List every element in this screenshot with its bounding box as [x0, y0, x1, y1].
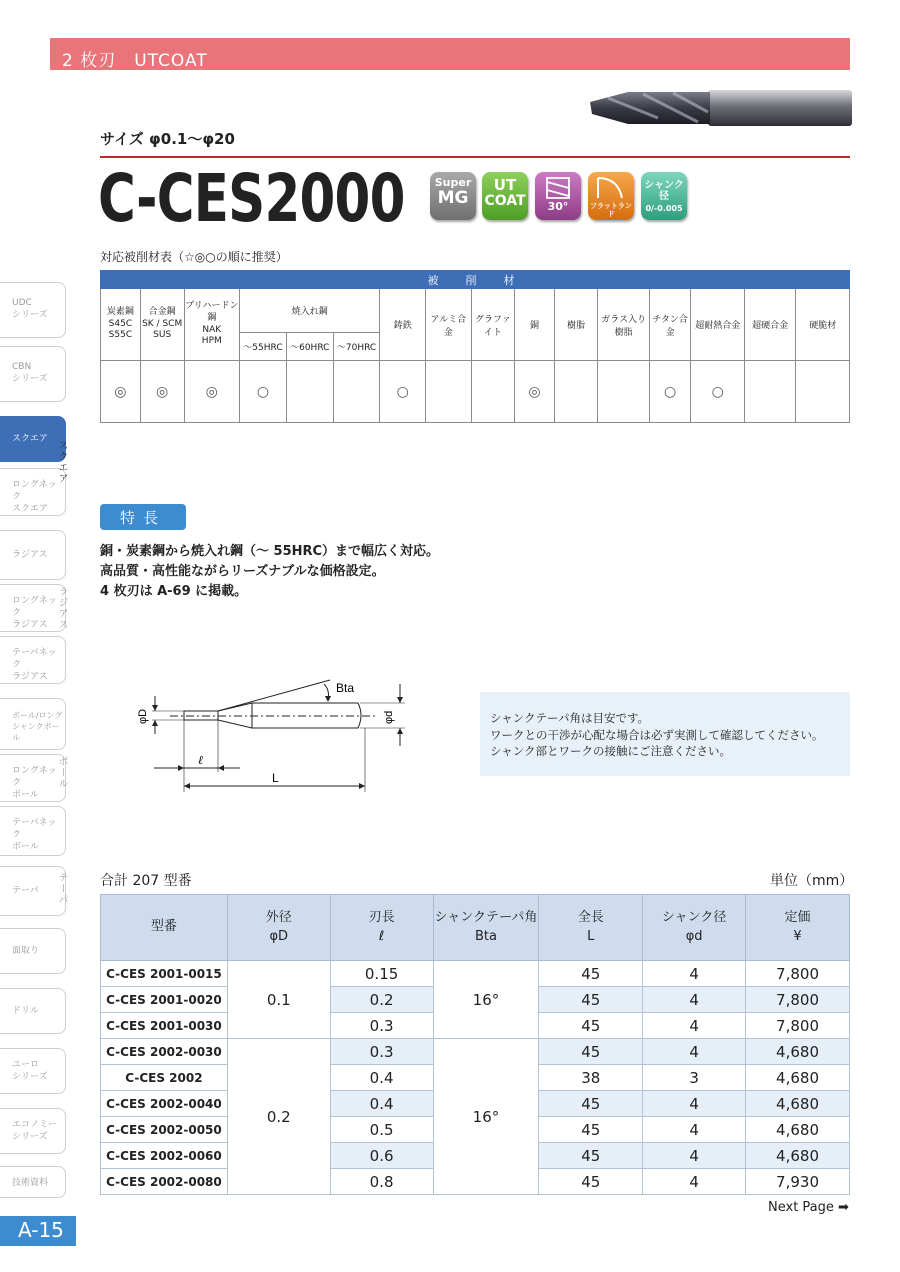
- note-line: シャンク部とワークの接触にご注意ください。: [490, 744, 732, 759]
- material-header: ～60HRC: [286, 333, 333, 361]
- table-cell: C-CES 2001-0015: [101, 961, 228, 987]
- col-header-diameter: [227, 895, 330, 961]
- table-cell: 0.4: [330, 1091, 433, 1117]
- col-header-flute-length: [330, 895, 433, 961]
- badge-text: UT: [493, 176, 517, 194]
- material-rating: ◎: [184, 361, 240, 423]
- table-cell: 0.4: [330, 1065, 433, 1091]
- sidebar-item-euro[interactable]: ユーロ シリーズ: [0, 1048, 66, 1094]
- feature-line: 銅・炭素鋼から焼入れ鋼（～ 55HRC）まで幅広く対応。: [100, 544, 440, 559]
- table-cell: 45: [539, 1039, 643, 1065]
- table-cell: 0.3: [330, 1039, 433, 1065]
- header-text: 型番: [150, 919, 177, 935]
- badge-text: COAT: [484, 192, 526, 209]
- sidebar-item-drill[interactable]: ドリル: [0, 988, 66, 1034]
- ut-coat-badge: [482, 172, 528, 220]
- header-text: シャンク径: [661, 910, 727, 926]
- note-line: シャンクテーパ角は目安です。: [490, 711, 650, 725]
- features-badge: 特長: [100, 504, 186, 530]
- table-row: [101, 1039, 850, 1065]
- table-cell: C-CES 2002-0080: [101, 1169, 228, 1195]
- material-header: 鋳鉄: [380, 289, 426, 361]
- material-rating: [796, 361, 850, 423]
- sidebar-item-taperneck-radius[interactable]: テーパネック ラジアス: [0, 636, 66, 684]
- materials-group-header: 被 削 材: [101, 271, 850, 289]
- material-header: 銅: [515, 289, 555, 361]
- shank-diameter-label: φd: [383, 710, 395, 724]
- table-cell: C-CES 2001-0030: [101, 1013, 228, 1039]
- table-cell: 45: [539, 1169, 643, 1195]
- badge-text: フラットランド: [590, 202, 632, 218]
- material-rating: ◎: [101, 361, 141, 423]
- table-row: [101, 961, 850, 987]
- table-cell: C-CES 2002-0030: [101, 1039, 228, 1065]
- material-rating: ○: [649, 361, 691, 423]
- shank-taper-note: [480, 692, 850, 776]
- next-page-link[interactable]: Next Page ➡: [768, 1200, 849, 1215]
- note-line: ワークとの干渉が心配な場合は必ず実測して確認してください。: [490, 727, 824, 742]
- material-header: 炭素鋼 S45C S55C: [101, 289, 141, 361]
- sidebar-item-radius[interactable]: ラジアス: [0, 530, 66, 580]
- table-cell: C-CES 2002-0060: [101, 1143, 228, 1169]
- sidebar-item-longneck-square[interactable]: ロングネック スクエア: [0, 468, 66, 516]
- flat-land-icon: [588, 172, 634, 220]
- material-header: アルミ合金: [426, 289, 472, 361]
- sidebar-item-ball[interactable]: ボール/ロング シャンクボール: [0, 698, 66, 750]
- table-cell: 4: [643, 1091, 746, 1117]
- unit-label: 単位（mm）: [770, 873, 854, 889]
- header-text: 刃長: [368, 910, 395, 926]
- material-rating: [471, 361, 515, 423]
- header-text: φD: [269, 928, 289, 944]
- size-range: サイズ φ0.1～φ20: [100, 130, 235, 148]
- table-cell: C-CES 2002-0040: [101, 1091, 228, 1117]
- series-header: 2 枚刃 UTCOAT: [50, 38, 850, 70]
- material-rating: ○: [691, 361, 744, 423]
- material-header: 合金鋼 SK / SCM SUS: [140, 289, 184, 361]
- header-text: φd: [685, 928, 703, 944]
- table-cell: 0.15: [330, 961, 433, 987]
- material-header: ～55HRC: [240, 333, 287, 361]
- table-cell: 0.3: [330, 1013, 433, 1039]
- table-cell: 4,680: [746, 1039, 850, 1065]
- material-header: グラファイト: [471, 289, 515, 361]
- table-cell: 45: [539, 1091, 643, 1117]
- badge-text: シャンク径: [644, 180, 684, 202]
- material-rating: ○: [240, 361, 287, 423]
- table-cell: C-CES 2002: [101, 1065, 228, 1091]
- table-cell: 4,680: [746, 1091, 850, 1117]
- material-rating: ◎: [140, 361, 184, 423]
- table-cell: C-CES 2001-0020: [101, 987, 228, 1013]
- table-cell: 4: [643, 1039, 746, 1065]
- material-rating: [554, 361, 598, 423]
- col-header-taper-angle: [433, 895, 539, 961]
- table-cell: 4: [643, 1117, 746, 1143]
- overall-length-label: L: [272, 771, 279, 785]
- table-cell: C-CES 2002-0050: [101, 1117, 228, 1143]
- diameter-cell: 0.1: [227, 961, 330, 1039]
- table-cell: 4: [643, 1169, 746, 1195]
- material-rating: [598, 361, 649, 423]
- material-rating: ◎: [515, 361, 555, 423]
- table-cell: 0.8: [330, 1169, 433, 1195]
- header-text: L: [587, 928, 595, 944]
- super-mg-badge: [430, 172, 476, 220]
- sidebar-group-ball: ボール: [56, 756, 67, 789]
- header-text: ℓ: [378, 928, 385, 944]
- shank-tolerance-badge: [641, 172, 687, 220]
- table-cell: 45: [539, 1143, 643, 1169]
- table-cell: 4: [643, 1143, 746, 1169]
- hardened-steel-header: 焼入れ鋼: [240, 289, 380, 333]
- sidebar-item-cbn[interactable]: CBN シリーズ: [0, 346, 66, 402]
- materials-table: [100, 270, 850, 423]
- sidebar-item-longneck-ball[interactable]: ロングネック ボール: [0, 754, 66, 802]
- badge-text: 30°: [547, 200, 569, 214]
- sidebar-item-taper[interactable]: テーパ: [0, 866, 66, 916]
- sidebar-item-square[interactable]: スクエア: [0, 416, 66, 462]
- spec-table: [100, 894, 850, 1195]
- material-rating: [426, 361, 472, 423]
- table-cell: 4: [643, 987, 746, 1013]
- table-cell: 3: [643, 1065, 746, 1091]
- material-header: 樹脂: [554, 289, 598, 361]
- sidebar-group-radius: ラジアス: [56, 586, 67, 630]
- table-cell: 7,800: [746, 1013, 850, 1039]
- sidebar-group-square: スクエア: [56, 440, 67, 484]
- sidebar-item-technical[interactable]: 技術資料: [0, 1166, 66, 1198]
- table-cell: 4,680: [746, 1117, 850, 1143]
- table-cell: 4,680: [746, 1143, 850, 1169]
- table-cell: 45: [539, 1117, 643, 1143]
- sidebar-item-chamfer[interactable]: 面取り: [0, 928, 66, 974]
- material-rating: [744, 361, 795, 423]
- table-cell: 4,680: [746, 1065, 850, 1091]
- material-header: 超硬合金: [744, 289, 795, 361]
- sidebar-item-udc[interactable]: UDC シリーズ: [0, 282, 66, 338]
- table-cell: 0.2: [330, 987, 433, 1013]
- col-header-model: [101, 895, 228, 961]
- table-cell: 45: [539, 1013, 643, 1039]
- header-text: シャンクテーパ角: [434, 910, 538, 926]
- bta-label: Bta: [336, 681, 355, 695]
- col-header-price: [746, 895, 850, 961]
- material-header: プリハードン鋼 NAK HPM: [184, 289, 240, 361]
- table-cell: 45: [539, 961, 643, 987]
- col-header-overall-length: [539, 895, 643, 961]
- table-cell: 4: [643, 961, 746, 987]
- material-header: チタン合金: [649, 289, 691, 361]
- feature-line: 高品質・高性能ながらリーズナブルな価格設定。: [100, 564, 385, 579]
- material-rating: [333, 361, 380, 423]
- sidebar-group-taper: テーパ: [56, 872, 67, 905]
- header-text: 定価: [784, 910, 811, 926]
- header-text: Bta: [474, 928, 497, 944]
- sidebar-item-economy[interactable]: エコノミー シリーズ: [0, 1108, 66, 1154]
- table-cell: 7,800: [746, 961, 850, 987]
- material-header: 硬脆材: [796, 289, 850, 361]
- sidebar-item-taperneck-ball[interactable]: テーパネック ボール: [0, 806, 66, 856]
- title-divider: [100, 156, 850, 158]
- materials-caption: 対応被削材表（☆◎○の順に推奨）: [100, 250, 288, 264]
- table-cell: 4: [643, 1013, 746, 1039]
- table-cell: 7,800: [746, 987, 850, 1013]
- table-cell: 38: [539, 1065, 643, 1091]
- material-rating: ○: [380, 361, 426, 423]
- product-title: C-CES2000: [98, 160, 405, 237]
- flute-length-label: ℓ: [198, 753, 203, 767]
- col-header-shank-diameter: [643, 895, 746, 961]
- total-models: 合計 207 型番: [100, 873, 192, 889]
- header-text: 外径: [265, 910, 292, 926]
- material-header: ガラス入り樹脂: [598, 289, 649, 361]
- table-cell: 0.5: [330, 1117, 433, 1143]
- taper-angle-cell: 16°: [433, 961, 539, 1039]
- diameter-cell: 0.2: [227, 1039, 330, 1195]
- table-cell: 0.6: [330, 1143, 433, 1169]
- badge-text: MG: [437, 188, 469, 209]
- helix-30-icon: [535, 172, 581, 220]
- material-rating: [286, 361, 333, 423]
- header-text: 全長: [577, 910, 604, 926]
- taper-angle-cell: 16°: [433, 1039, 539, 1195]
- page-number: A-15: [0, 1216, 76, 1246]
- table-cell: 45: [539, 987, 643, 1013]
- header-text: ¥: [793, 928, 802, 944]
- feature-line: 4 枚刃は A-69 に掲載。: [100, 584, 248, 599]
- dimension-drawing: [130, 674, 420, 794]
- sidebar-item-longneck-radius[interactable]: ロングネック ラジアス: [0, 584, 66, 632]
- outer-diameter-label: φD: [137, 708, 149, 724]
- material-header: 超耐熱合金: [691, 289, 744, 361]
- material-header: ～70HRC: [333, 333, 380, 361]
- end-mill-photo: [588, 88, 852, 128]
- badge-text: Super: [434, 176, 472, 189]
- table-cell: 7,930: [746, 1169, 850, 1195]
- badge-text: 0/-0.005: [645, 204, 683, 213]
